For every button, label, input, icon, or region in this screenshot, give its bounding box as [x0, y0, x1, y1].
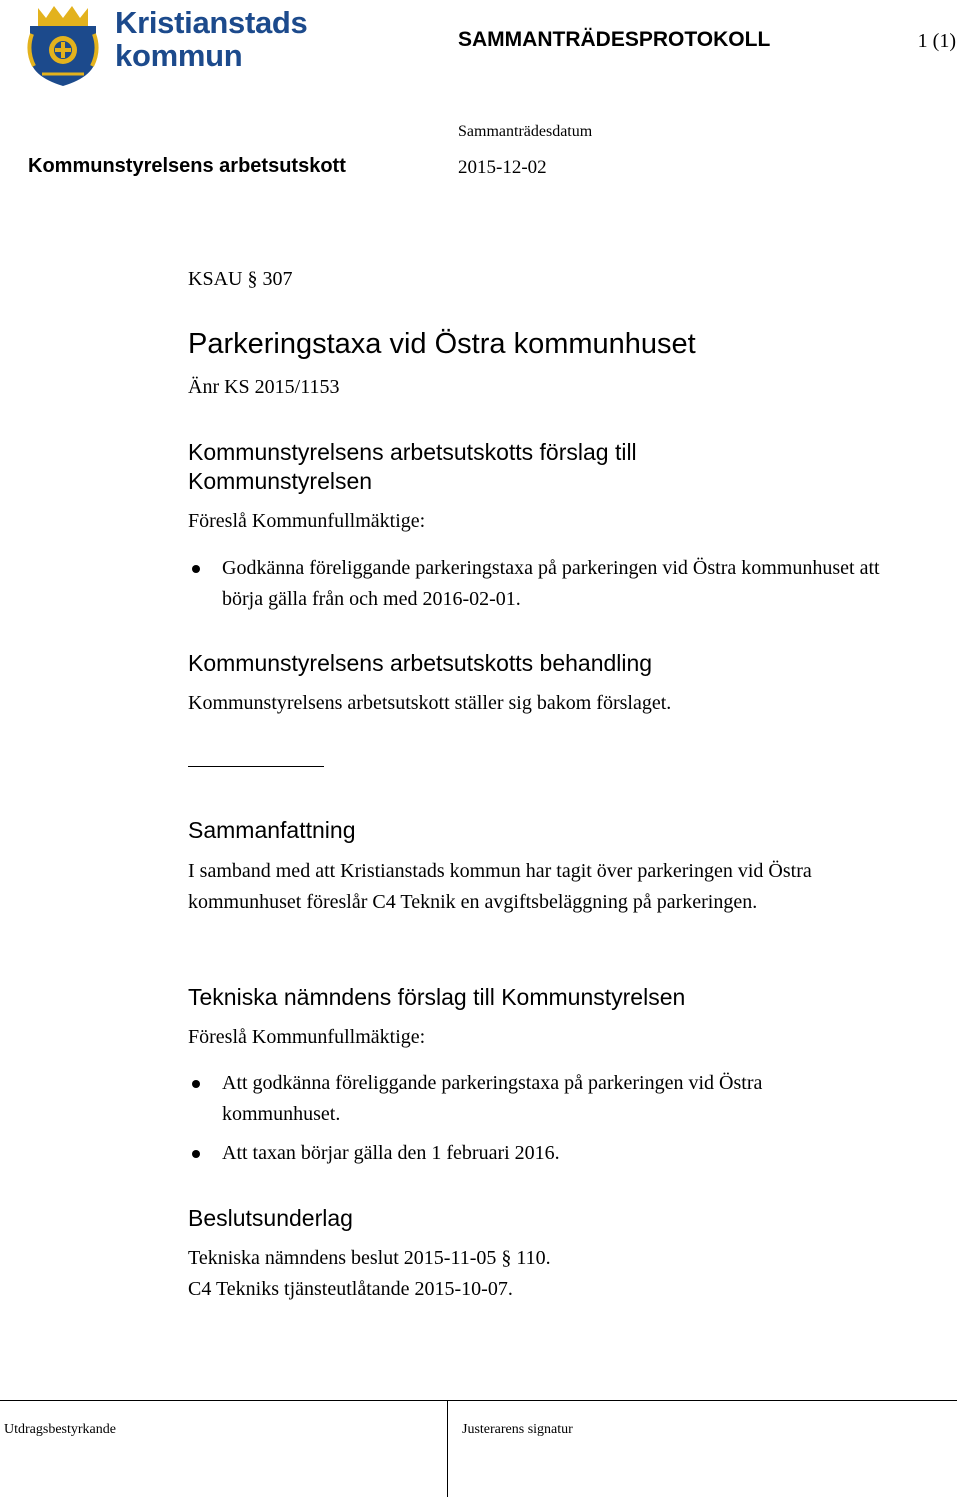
list-item-text: Att godkänna föreliggande parkeringstaxa på parkeringen vid Östra kommunhuset.: [222, 1072, 763, 1125]
footer-certification-label: Utdragsbestyrkande: [4, 1422, 116, 1437]
basis-heading: Beslutsunderlag: [188, 1205, 353, 1231]
crest-icon: [24, 4, 102, 88]
proposal-intro: Föreslå Kommunfullmäktige:: [188, 510, 426, 532]
section-divider: [188, 766, 324, 767]
technical-proposal-intro: Föreslå Kommunfullmäktige:: [188, 1026, 426, 1048]
document-title: Parkeringstaxa vid Östra kommunhuset: [188, 328, 696, 360]
footer-rule: [0, 1400, 957, 1401]
proposal-heading-line-2: Kommunstyrelsen: [188, 468, 373, 494]
logo-line-2: kommun: [115, 38, 243, 73]
handling-text: Kommunstyrelsens arbetsutskott ställer sig bakom förslaget.: [188, 692, 672, 714]
case-reference: KSAU § 307: [188, 268, 293, 290]
basis-item: C4 Tekniks tjänsteutlåtande 2015-10-07.: [188, 1278, 513, 1300]
list-item-text: Godkänna föreliggande parkeringstaxa på parkeringen vid Östra kommunhuset att börja gälla från och med 2016-02-01.: [222, 557, 880, 610]
committee-name: Kommunstyrelsens arbetsutskott: [28, 155, 346, 177]
bullet-icon: [192, 1150, 200, 1158]
basis-item: Tekniska nämndens beslut 2015-11-05 § 110.: [188, 1247, 551, 1269]
list-item-text: Att taxan börjar gälla den 1 februari 2016.: [222, 1142, 560, 1164]
logo-line-1: Kristianstads: [115, 5, 308, 40]
summary-heading: Sammanfattning: [188, 817, 356, 843]
document-type: SAMMANTRÄDESPROTOKOLL: [458, 28, 771, 51]
case-number: Änr KS 2015/1153: [188, 376, 340, 398]
footer-divider: [447, 1400, 448, 1497]
handling-heading: Kommunstyrelsens arbetsutskotts behandling: [188, 650, 653, 676]
page-number: 1 (1): [917, 30, 956, 52]
meeting-date: 2015-12-02: [458, 157, 547, 178]
date-label: Sammanträdesdatum: [458, 123, 593, 140]
logo-wordmark: [115, 6, 308, 72]
proposal-heading-line-1: Kommunstyrelsens arbetsutskotts förslag till: [188, 439, 637, 465]
technical-proposal-heading: Tekniska nämndens förslag till Kommunstyrelsen: [188, 984, 686, 1010]
summary-text: I samband med att Kristianstads kommun har tagit över parkeringen vid Östra kommunhuset föreslår C4 Teknik en avgiftsbeläggning på parkeringen.: [188, 860, 812, 913]
bullet-icon: [192, 565, 200, 573]
bullet-icon: [192, 1080, 200, 1088]
footer-signature-label: Justerarens signatur: [462, 1422, 573, 1437]
